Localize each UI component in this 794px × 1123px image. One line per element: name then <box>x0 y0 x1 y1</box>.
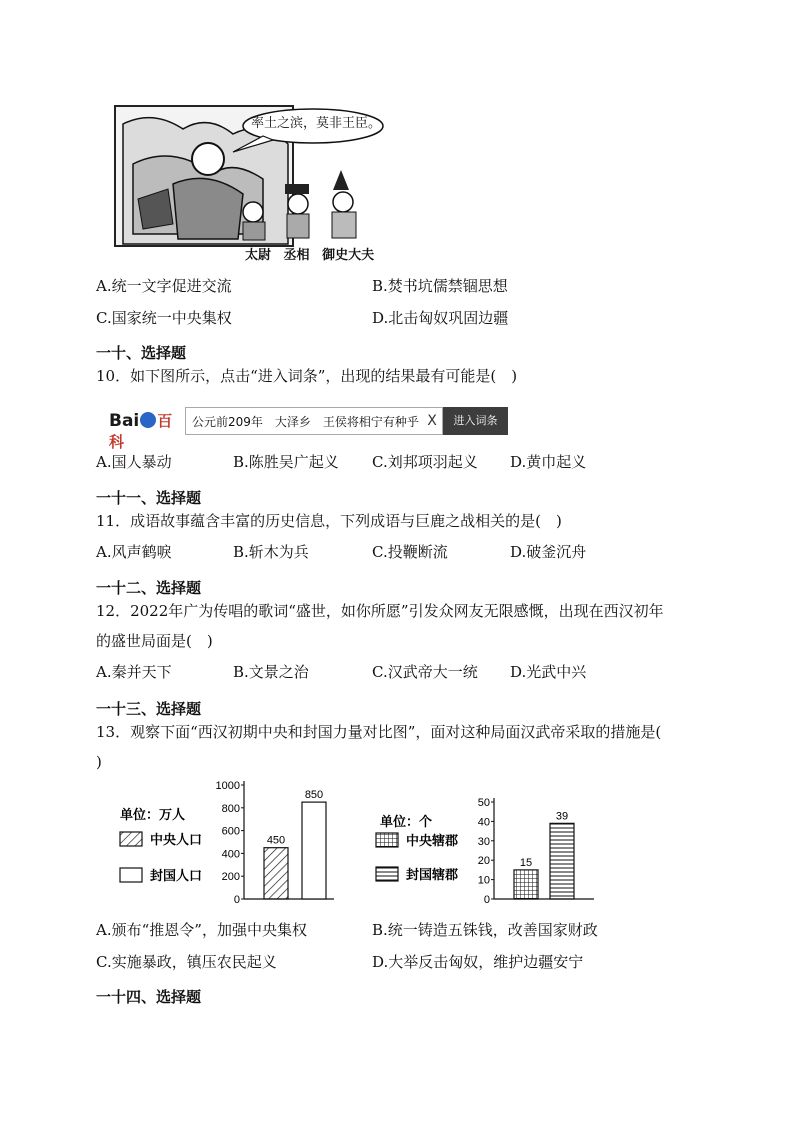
y-tick-label: 600 <box>221 825 240 838</box>
option[interactable]: D.光武中兴 <box>510 663 587 681</box>
official-labels <box>245 244 374 263</box>
legend-swatch <box>120 868 142 882</box>
clear-icon[interactable]: X <box>427 413 437 429</box>
y-tick-label: 30 <box>477 835 490 848</box>
bar <box>514 870 538 899</box>
question-stem: 12．2022年广为传唱的歌词“盛世，如你所愿”引发众网友无限感慨，出现在西汉初年 <box>96 602 664 620</box>
official-label: 太尉 <box>245 248 272 263</box>
population-bar-chart <box>112 775 342 910</box>
unit-label: 单位：个 <box>380 815 433 830</box>
option[interactable]: C.国家统一中央集权 <box>96 309 232 327</box>
option[interactable]: D.大举反击匈奴，维护边疆安宁 <box>372 953 584 971</box>
search-input[interactable]: 公元前209年 大泽乡 王侯将相宁有种乎 <box>185 407 443 435</box>
section-header: 一十一、选择题 <box>96 489 202 507</box>
option[interactable]: C.汉武帝大一统 <box>372 663 478 681</box>
option[interactable]: B.文景之治 <box>233 663 309 681</box>
y-tick-label: 20 <box>477 855 490 868</box>
data-label: 450 <box>266 834 286 847</box>
data-label: 15 <box>519 856 533 869</box>
legend-swatch <box>376 833 398 847</box>
y-tick-label: 200 <box>221 871 240 884</box>
baike-search-bar <box>109 407 508 451</box>
y-tick-label: 40 <box>477 816 490 829</box>
section-header: 一十二、选择题 <box>96 579 202 597</box>
section-header: 一十、选择题 <box>96 344 187 362</box>
enter-entry-button[interactable]: 进入词条 <box>443 407 508 435</box>
legend-swatch <box>120 832 142 846</box>
y-tick-label: 0 <box>233 894 240 906</box>
legend-label: 中央人口 <box>150 833 203 848</box>
question-stem: 11．成语故事蕴含丰富的历史信息，下列成语与巨鹿之战相关的是( ) <box>96 512 562 530</box>
option[interactable]: A.风声鹤唳 <box>96 543 172 561</box>
option[interactable]: C.投鞭断流 <box>372 543 448 561</box>
section-header: 一十四、选择题 <box>96 988 202 1006</box>
y-tick-label: 50 <box>477 797 490 809</box>
question-stem: 10．如下图所示，点击“进入词条”，出现的结果最有可能是( ) <box>96 367 518 385</box>
option[interactable]: D.破釜沉舟 <box>510 543 587 561</box>
bar <box>264 848 288 899</box>
speech-bubble-text: 率土之滨，莫非王臣。 <box>251 116 382 131</box>
option[interactable]: A.颁布“推恩令”，加强中央集权 <box>96 921 307 939</box>
y-tick-label: 10 <box>477 874 490 887</box>
option[interactable]: B.陈胜吴广起义 <box>233 453 339 471</box>
official-label: 御史大夫 <box>322 248 375 263</box>
option[interactable]: B.斩木为兵 <box>233 543 309 561</box>
baidu-baike-logo: Bai 百科 <box>109 411 173 451</box>
official-label: 丞相 <box>283 248 310 263</box>
y-tick-label: 0 <box>483 894 490 906</box>
option[interactable]: A.秦并天下 <box>96 663 172 681</box>
data-label: 39 <box>555 810 569 823</box>
y-tick-label: 800 <box>221 802 240 815</box>
commandery-bar-chart <box>372 790 602 910</box>
option[interactable]: B.焚书坑儒禁锢思想 <box>372 277 508 295</box>
option[interactable]: A.国人暴动 <box>96 453 172 471</box>
option[interactable]: C.刘邦项羽起义 <box>372 453 478 471</box>
legend-swatch <box>376 867 398 881</box>
bar <box>550 823 574 899</box>
option[interactable]: D.黄巾起义 <box>510 453 587 471</box>
option[interactable]: B.统一铸造五铢钱，改善国家财政 <box>372 921 598 939</box>
legend-label: 中央辖郡 <box>406 834 459 849</box>
option[interactable]: A.统一文字促进交流 <box>96 277 232 295</box>
question-stem: 13．观察下面“西汉初期中央和封国力量对比图”，面对这种局面汉武帝采取的措施是( <box>96 723 662 741</box>
y-tick-label: 400 <box>221 848 240 861</box>
data-label: 850 <box>304 789 324 802</box>
section-header: 一十三、选择题 <box>96 700 202 718</box>
bar <box>302 802 326 899</box>
y-tick-label: 1000 <box>215 780 240 792</box>
unit-label: 单位：万人 <box>120 808 186 823</box>
option[interactable]: D.北击匈奴巩固边疆 <box>372 309 509 327</box>
question-stem: 的盛世局面是( ) <box>96 632 213 650</box>
question-stem: ) <box>96 753 102 771</box>
legend-label: 封国人口 <box>150 869 203 884</box>
cartoon-illustration <box>113 104 393 264</box>
paw-icon <box>140 412 156 428</box>
option[interactable]: C.实施暴政，镇压农民起义 <box>96 953 277 971</box>
legend-label: 封国辖郡 <box>406 868 459 883</box>
